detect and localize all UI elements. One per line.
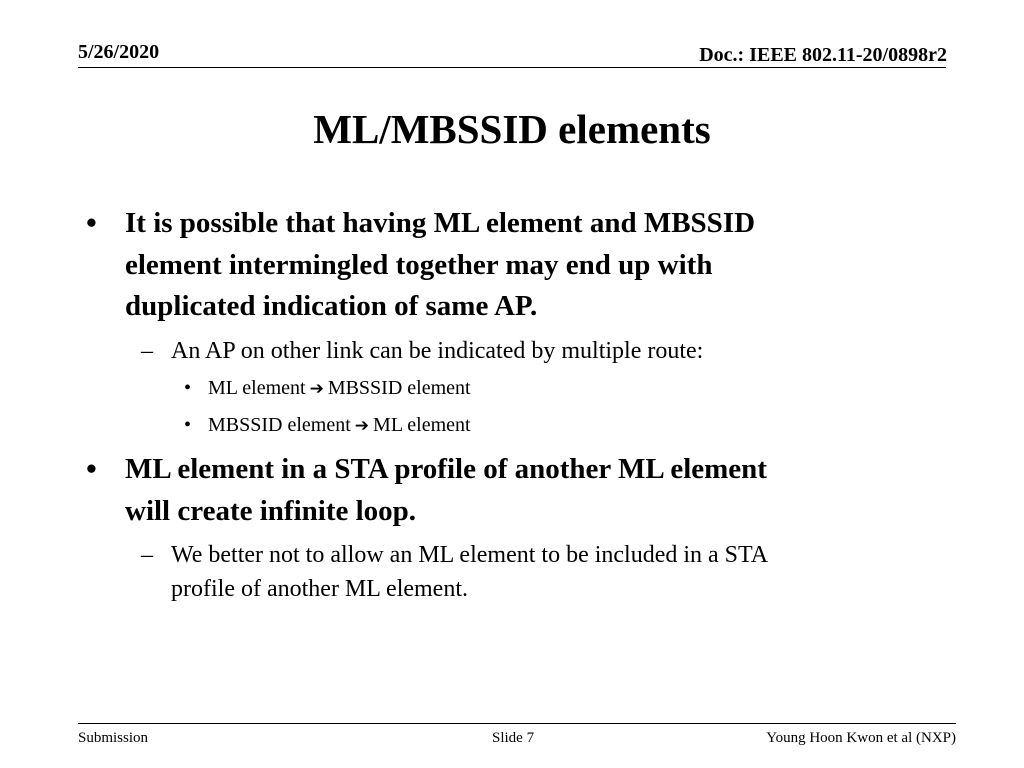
route-item-1 bbox=[208, 376, 471, 401]
bullet1-line-2: element intermingled together may end up with bbox=[125, 249, 713, 281]
bullet1-line-1: It is possible that having ML element and MBSSID bbox=[125, 207, 756, 239]
route-from: MBSSID element bbox=[208, 414, 351, 436]
route-item-2 bbox=[208, 413, 471, 438]
header-divider bbox=[78, 67, 946, 68]
bullet2-line-1: ML element in a STA profile of another ML element bbox=[125, 453, 767, 485]
dash-icon: – bbox=[141, 338, 153, 364]
bullet1-line-3: duplicated indication of same AP. bbox=[125, 290, 538, 322]
bullet2-line-2: will create infinite loop. bbox=[125, 495, 417, 527]
header-date: 5/26/2020 bbox=[78, 41, 160, 63]
footer-author: Young Hoon Kwon et al (NXP) bbox=[766, 730, 956, 746]
bullet-icon: • bbox=[86, 451, 97, 486]
route-from: ML element bbox=[208, 377, 306, 399]
header-doc-id: Doc.: IEEE 802.11-20/0898r2 bbox=[699, 44, 947, 66]
route-to: MBSSID element bbox=[327, 377, 471, 399]
bullet-icon: • bbox=[184, 377, 192, 399]
bullet-icon: • bbox=[184, 414, 192, 436]
slide-title: ML/MBSSID elements bbox=[313, 106, 711, 152]
dash-icon: – bbox=[141, 542, 153, 568]
route-to: ML element bbox=[373, 414, 471, 436]
footer-submission: Submission bbox=[78, 730, 149, 746]
arrow-right-icon: ➔ bbox=[354, 416, 370, 436]
footer-divider bbox=[78, 723, 956, 724]
bullet-icon: • bbox=[86, 205, 97, 240]
bullet2-sub-line-2: profile of another ML element. bbox=[171, 576, 468, 602]
bullet2-sub-line-1: We better not to allow an ML element to be included in a STA bbox=[171, 542, 769, 568]
arrow-right-icon: ➔ bbox=[309, 379, 324, 399]
footer-slide-number: Slide 7 bbox=[492, 730, 535, 746]
bullet1-sub-text: An AP on other link can be indicated by multiple route: bbox=[171, 338, 704, 364]
